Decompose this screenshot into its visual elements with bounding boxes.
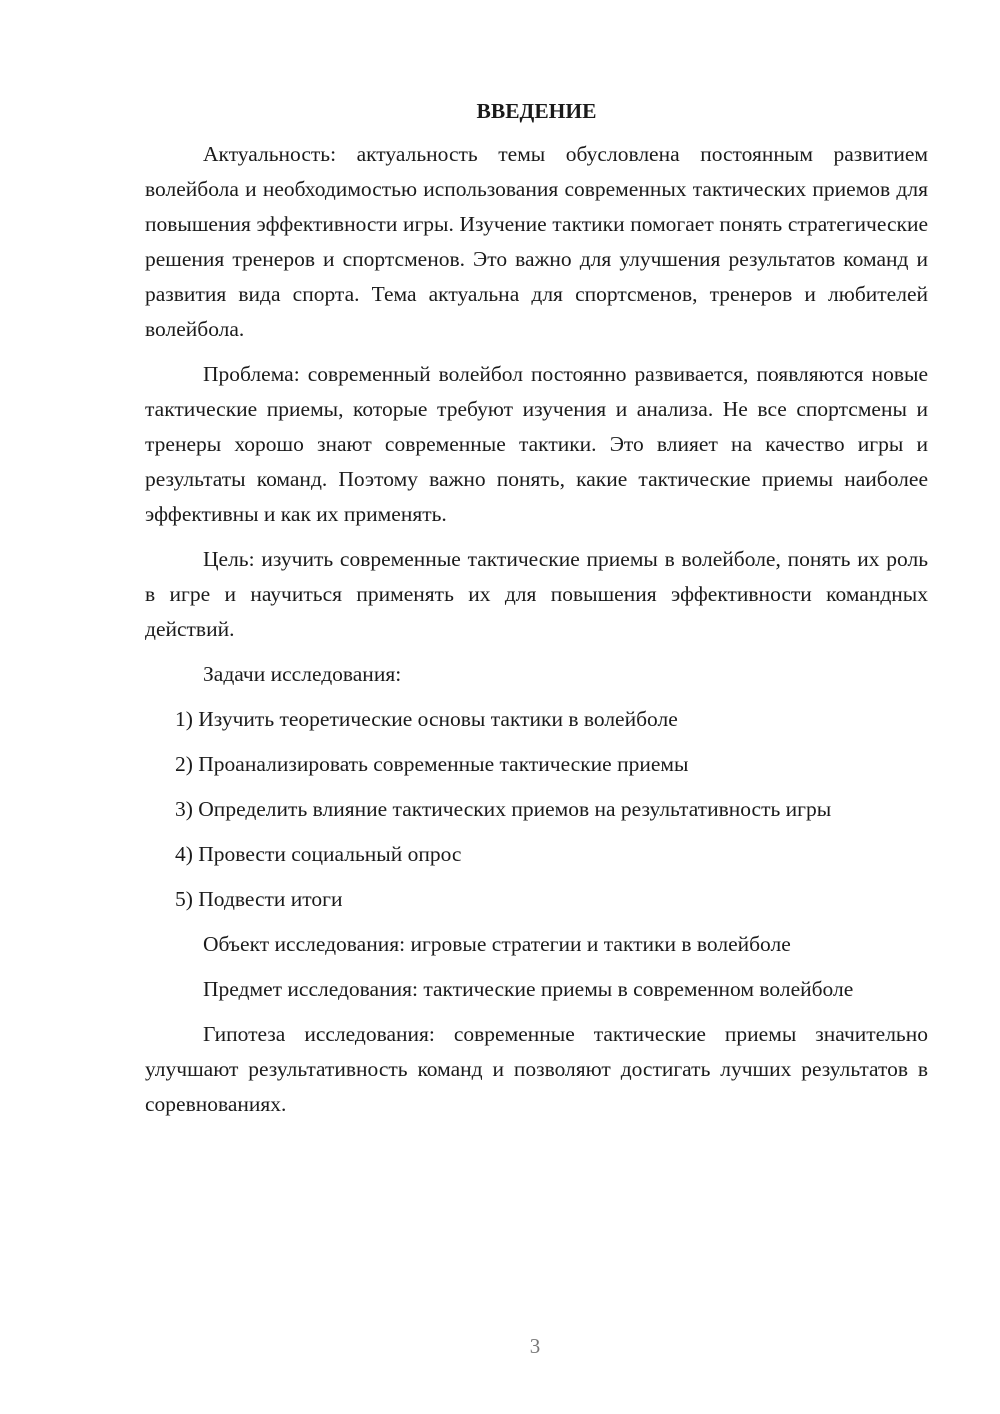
page-number: 3 [529, 1334, 541, 1358]
paragraph-goal: Цель: изучить современные тактические приемы в волейболе, понять их роль в игре и научиться применять их для повышения эффективности командных действий. [145, 547, 928, 641]
paragraph-subject: Предмет исследования: тактические приемы в современном волейболе [203, 977, 854, 1001]
paragraph-hypothesis: Гипотеза исследования: современные тактические приемы значительно улучшают результативность команд и позволяют достигать лучших результатов в соревнованиях. [145, 1022, 928, 1116]
page-content [145, 96, 928, 1132]
task-item: 1) Изучить теоретические основы тактики в волейболе [175, 707, 678, 731]
paragraph-tasks-heading: Задачи исследования: [203, 662, 402, 686]
paragraph-problem: Проблема: современный волейбол постоянно развивается, появляются новые тактические приемы, которые требуют изучения и анализа. Не все спортсмены и тренеры хорошо знают современные тактики. Это влияет на качество игры и результаты команд. Поэтому важно понять, какие тактические приемы наиболее эффективны и как их применять. [145, 362, 928, 526]
task-item: 2) Проанализировать современные тактические приемы [175, 752, 689, 776]
task-item: 5) Подвести итоги [175, 887, 343, 911]
paragraph-object: Объект исследования: игровые стратегии и тактики в волейболе [203, 932, 791, 956]
section-title: ВВЕДЕНИЕ [476, 99, 597, 123]
task-item: 4) Провести социальный опрос [175, 842, 462, 866]
paragraph-relevance: Актуальность: актуальность темы обусловлена постоянным развитием волейбола и необходимостью использования современных тактических приемов для повышения эффективности игры. Изучение тактики помогает понять стратегические решения тренеров и спортсменов. Это важно для улучшения результатов команд и развития вида спорта. Тема актуальна для спортсменов, тренеров и любителей волейбола. [145, 142, 928, 341]
task-item: 3) Определить влияние тактических приемов на результативность игры [175, 797, 832, 821]
